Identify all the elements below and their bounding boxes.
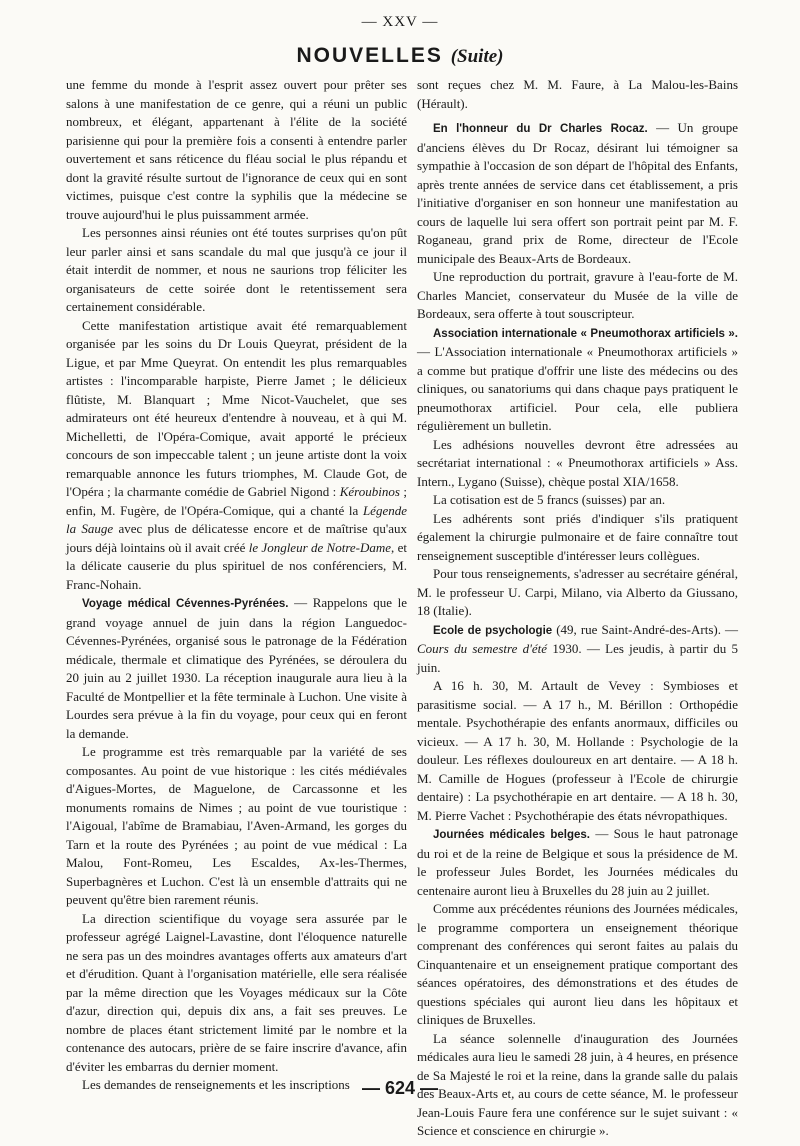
paragraph: Les adhérents sont priés d'indiquer s'ils pratiquent également la chirurgie pulmonaire et de faire connaître tout renseignement susceptible d'intéresser leurs collègues. — [417, 510, 738, 563]
paragraph: Les demandes de renseignements et les inscriptions — [82, 1077, 350, 1092]
paragraph: Cette manifestation artistique avait été remarquablement organisée par les soins du Dr Louis Queyrat, président de la Ligue, et par Mme Queyrat. On entendit les plus remarquables artistes : l'incomparable harpiste, Pierre Jamet ; le délicieux flûtiste, M. Blanquart ; Mme Nicot-Vauchelet, que ses admirateurs ont été heureux d'entendre à nouveau, et à qui M. Michelletti, de l'Opéra-Comique, avait apporté le précieux concours de son impeccable talent ; un jeune artiste dont la voix remarquable annonce les futurs triomphes, M. Claude Got, de l'Opéra ; la charmante comédie de Gabriel Nigond : Kéroubinos ; enfin, M. Fugère, de l'Opéra-Comique, qui a chanté la Légende la Sauge avec plus de délicatesse encore et de maîtrise qu'aux jours déjà lointains où il avait créé le Jongleur de Notre-Dame, et la délicate causerie du plus spirituel de nos conférenciers, M. Franc-Nohain. — [66, 317, 407, 592]
right-column — [417, 76, 739, 1138]
paragraph: La séance solennelle d'inauguration des Journées médicales aura lieu le samedi 28 juin, à 4 heures, en présence de Sa Majesté le roi et la reine, dans la grande salle du palais des Beaux-Arts et, au cours de cette séance, M. le professeur Jean-Louis Faure fera une conférence sur le sujet suivant : « Science et conscience en chirurgie ». — [417, 1030, 738, 1138]
paragraph: Le programme est très remarquable par la variété de ses composantes. Au point de vue historique : les cités médiévales d'Aigues-Mortes, de Maguelone, de Carcassonne et les monuments romains de Nimes ; au point de vue touristique : l'Aigoual, l'abîme de Bramabiau, l'Aven-Armand, les gorges du Tarn et la route des Pyrénées ; au point de vue médical : La Malou, Font-Romeu, Les Escaldes, Ax-les-Thermes, Superbagnères et Luchon. C'est là un ensemble d'attraits qui ne peuvent qu'être bien rarement réunis. — [66, 744, 407, 907]
paragraph: Pour tous renseignements, s'adresser au secrétaire général, M. le professeur U. Carpi, Milano, via Alberto da Giussano, 18 (Italie). — [417, 566, 738, 618]
section-title-suite: (Suite) — [450, 46, 504, 67]
paragraph: Les personnes ainsi réunies ont été toutes surprises qu'on pût leur parler ainsi et sans scandale du mal que jusqu'à ce jour il était interdit de nommer, et nous ne saurions trop féliciter les organisateurs de cette soirée dont le retentissement sera certainement considérable. — [66, 225, 407, 314]
left-column — [66, 76, 407, 1092]
page-number: — 624 — — [361, 1078, 439, 1098]
paragraph: Comme aux précédentes réunions des Journées médicales, le programme comportera un enseignement théorique comprenant des conférences qui seront faites au palais du Cinquantenaire et un enseignement pratique comportant des séances opératoires, des démonstrations et des études de questions spéciales qui auront lieu dans les hôpitaux et cliniques de Bruxelles. — [417, 901, 738, 1027]
paragraph: Une reproduction du portrait, gravure à l'eau-forte de M. Charles Manciet, conservateur du Musée de la ville de Bordeaux, sera offerte à tout souscripteur. — [417, 269, 738, 321]
news-item-rocaz: En l'honneur du Dr Charles Rocaz. — Un groupe d'anciens élèves du Dr Rocaz, désirant lui témoigner sa sympathie à l'occasion de son départ de l'hôpital des Enfants, après trente années de service dans cet établissement, a pris l'initiative d'organiser en son honneur une manifestation au cours de laquelle lui sera offert son portrait peint par M. F. Roganeau, grand prix de Rome, directeur de l'Ecole municipale des Beaux-Arts de Bordeaux. — [417, 120, 738, 266]
news-item-journees-belges: Journées médicales belges. — Sous le haut patronage du roi et de la reine de Belgique et sous la présidence de M. le professeur Jules Bordet, les Journées médicales du centenaire auront lieu à Bruxelles du 28 juin au 2 juillet. — [417, 826, 738, 898]
paragraph: sont reçues chez M. M. Faure, à La Malou-les-Bains (Hérault). — [417, 77, 738, 111]
news-heading: Voyage médical Cévennes-Pyrénées. — [82, 598, 289, 610]
paragraph: A 16 h. 30, M. Artault de Vevey : Symbioses et parasitisme social. — A 17 h., M. Bérillon : Orthopédie mentale. Psychothérapie des enfants anormaux, difficiles ou vicieux. — A 17 h. 30, M. Hollande : Psychologie de la douleur. Les réflexes douloureux en art dentaire. — A 18 h. M. Camille de Hogues (professeur à l'Ecole de chirurgie dentaire) : La psychothérapie en art dentaire. — A 18 h. 30, M. Pierre Vachet : Psychothérapie des états névropathiques. — [417, 678, 738, 823]
news-item-ecole-psychologie: Ecole de psychologie (49, rue Saint-André-des-Arts). — Cours du semestre d'été 1930. — Les jeudis, à partir du 5 juin. — [417, 621, 739, 675]
news-heading: En l'honneur du Dr Charles Rocaz. — [433, 123, 648, 135]
page-header-roman-numeral: — XXV — — [361, 14, 439, 30]
paragraph: une femme du monde à l'esprit assez ouvert pour prêter ses salons à une manifestation de ce genre, qui a réuni un public nombreux, et élégant, appartenant à l'élite de la société parisienne qui pour la première fois a consenti à entendre parler ouvertement et sans réticence du fléau social le plus répandu et dont la gravité résulte surtout de l'ignorance de ceux qui en sont victimes, puisque c'est contre la syphilis que la médecine se trouve aujourd'hui le plus puissamment armée. — [66, 77, 407, 222]
paragraph: La cotisation est de 5 francs (suisses) par an. — [433, 492, 666, 507]
news-heading: Ecole de psychologie — [433, 624, 553, 637]
paragraph: La direction scientifique du voyage sera assurée par le professeur agrégé Laignel-Lavastine, dont l'éloquence naturelle ne sera pas un des moindres avantages offerts aux amateurs d'art et d'érudition. Quant à l'organisation matérielle, elle sera réalisée par la même direction que les Voyages médicaux sur la Côte d'azur, direction qui, depuis dix ans, a fait ses preuves. Le nombre de places étant strictement limité par le nombre et la contenance des autocars, prière de se faire inscrire d'avance, afin d'éviter les embarras du dernier moment. — [66, 910, 407, 1074]
news-item-pneumothorax: Association internationale « Pneumothorax artificiels ». — L'Association internationale « Pneumothorax artificiels » a comme but pratique d'offrir une liste des médecins ou des cliniques, ou sanatoriums qui dans chaque pays pratiquent le pneumothorax artificiel. Pour cela, elle publiera régulièrement un bulletin. — [417, 327, 738, 433]
section-title-text: NOUVELLES — [296, 44, 443, 67]
news-item-voyage-medical: Voyage médical Cévennes-Pyrénées. — Rappelons que le grand voyage annuel de juin dans la région Languedoc-Cévennes-Pyrénées, organisé sous le patronage de la Fédération médicale, thermale et climatique des Pyrénées, se déroulera du 20 juin au 2 juillet 1930. La réception inaugurale aura lieu à la Faculté de Montpellier et la fête terminale à Luchon. Une visite à Lourdes sera prévue à la fin du voyage, pour ceux qui en feront la demande. — [66, 595, 407, 741]
paragraph: Les adhésions nouvelles devront être adressées au secrétariat international : « Pneumothorax artificiels » Ass. Intern., Lygano (Suisse), chèque postal XIA/1658. — [417, 436, 738, 489]
news-heading: Journées médicales belges. — [433, 829, 590, 841]
news-heading: Association internationale « Pneumothorax artificiels ». — [433, 327, 738, 340]
section-title — [0, 44, 800, 68]
